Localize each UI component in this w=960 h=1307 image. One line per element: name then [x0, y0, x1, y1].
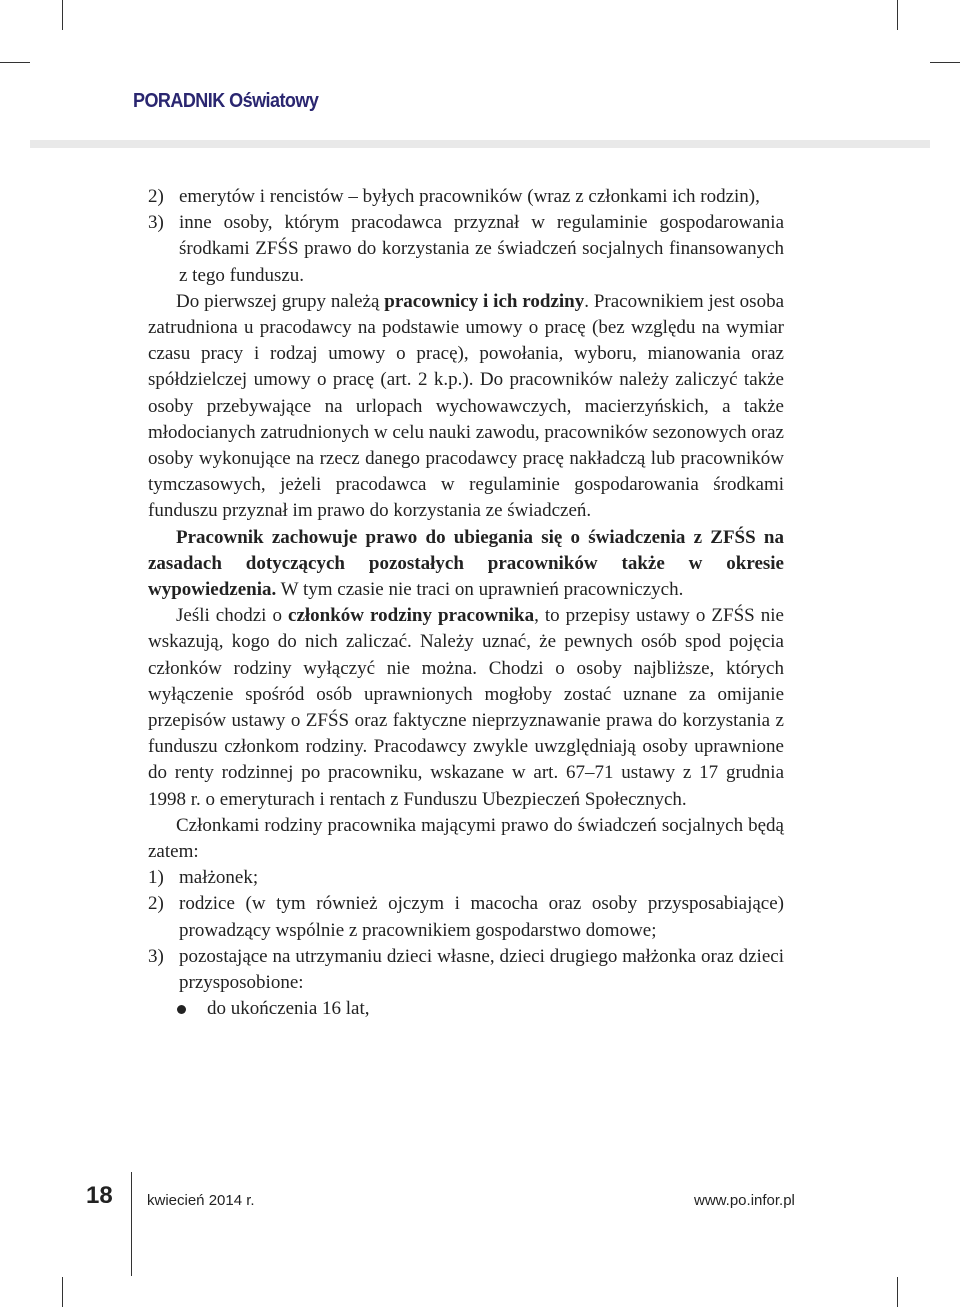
- text-run: . Pracownikiem jest osoba zatrudniona u pracodawcy na podstawie umowy o pracę (bez względu na wymiar czasu pracy i rodzaj umowy o pracę), powołania, wyboru, mianowania oraz spółdzielczej umowy o pracę (art. 2 k.p.). Do pracowników należy zaliczyć także osoby przebywające na urlopach wychowawczych, macierzyńskich, a także młodocianych zatrudnionych w celu nauki zawodu, pracowników sezonowych oraz osoby wykonujące na rzecz danego pracodawcy pracę nakładczą lub pracowników tymczasowych, jeżeli pracodawca w regulaminie gospodarowania środkami funduszu przyznał im prawo do korzystania ze świadczeń.: [148, 290, 785, 522]
- list-text: emerytów i rencistów – byłych pracowników (wraz z członkami ich rodzin),: [179, 186, 760, 207]
- list-number: 2): [148, 186, 164, 207]
- list-text: małżonek;: [179, 867, 259, 889]
- bullet-text: do ukończenia 16 lat,: [207, 998, 370, 1020]
- footer-rule: [131, 1172, 132, 1276]
- crop-mark: [930, 62, 960, 63]
- page-header-title: PORADNIK Oświatowy: [133, 90, 319, 112]
- bold-run: członków rodziny pracownika: [288, 605, 535, 627]
- bullet-item: [148, 996, 784, 1022]
- paragraph-family: [148, 603, 784, 813]
- list-text: inne osoby, którym pracodawca przyznał w regulaminie gospodarowania środkami ZFŚS prawo do korzystania ze świadczeń socjalnych finansowanych z tego funduszu.: [179, 212, 784, 286]
- crop-mark: [897, 1277, 898, 1307]
- issue-date: kwiecień 2014 r.: [147, 1192, 255, 1209]
- paragraph-notice-period: [148, 525, 784, 604]
- page-number: 18: [86, 1182, 113, 1209]
- article-body: [148, 184, 784, 1023]
- list-item: [148, 865, 784, 891]
- crop-mark: [62, 1277, 63, 1307]
- bullet-icon: [177, 1005, 186, 1014]
- header-rule: [30, 140, 930, 148]
- list-item: [148, 184, 784, 210]
- list-item: [148, 210, 784, 289]
- text-run: Jeśli chodzi o: [176, 605, 289, 627]
- website-url: www.po.infor.pl: [694, 1192, 795, 1209]
- list-number: 2): [148, 893, 164, 915]
- list-item: [148, 891, 784, 943]
- crop-mark: [0, 62, 30, 63]
- text-run: , to przepisy ustawy o ZFŚS nie wskazują, kogo do nich zaliczać. Należy uznać, że pewnych osób spod pojęcia członków rodziny wyłączyć nie można. Chodzi o osoby najbliższe, których wyłączenie spośród osób uprawnionych mogłoby zostać uznane za omijanie przepisów ustawy o ZFŚS oraz faktyczne nieprzyznawanie prawa do korzystania z funduszu członkom rodziny. Pracodawcy zwykle uwzględniają osoby uprawnione do renty rodzinnej po pracowniku, wskazane w art. 67–71 ustawy z 17 grudnia 1998 r. o emeryturach i rentach z Funduszu Ubezpieczeń Społecznych.: [148, 605, 784, 810]
- text-run: Do pierwszej grupy należą: [176, 290, 385, 312]
- list-item: [148, 944, 784, 996]
- text-run: W tym czasie nie traci on uprawnień pracowniczych.: [276, 579, 684, 601]
- list-text: pozostające na utrzymaniu dzieci własne, dzieci drugiego małżonka oraz dzieci przysposobione:: [179, 945, 784, 994]
- paragraph-family-members: Członkami rodziny pracownika mającymi prawo do świadczeń socjalnych będą zatem:: [148, 814, 784, 863]
- list-number: 1): [148, 867, 164, 889]
- crop-mark: [897, 0, 898, 30]
- list-number: 3): [148, 212, 164, 234]
- list-number: 3): [148, 945, 164, 967]
- bold-run: pracownicy i ich rodziny: [384, 290, 585, 312]
- list-text: rodzice (w tym również ojczym i macocha oraz osoby przysposabiające) prowadzący wspólnie z pracownikiem gospodarstwo domowe;: [179, 893, 784, 941]
- paragraph-employees: [148, 289, 784, 525]
- crop-mark: [62, 0, 63, 30]
- bold-run: Pracownik zachowuje prawo do ubiegania się o świadczenia z ZFŚS na zasadach dotyczących pozostałych pracowników także w okresie wypowiedzenia.: [148, 526, 784, 601]
